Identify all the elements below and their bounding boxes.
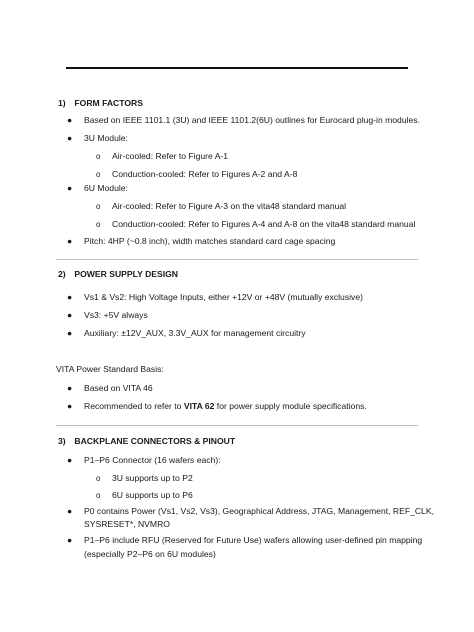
sub-list-item: o Conduction-cooled: Refer to Figures A-4 and A-8 on the vita48 standard manual (96, 219, 416, 229)
section-heading-form-factors: 1) FORM FACTORS (58, 98, 143, 108)
sub-list-item: o 3U supports up to P2 (96, 473, 193, 483)
list-item: ● Vs1 & Vs2: High Voltage Inputs, either +12V or +48V (mutually exclusive) (67, 292, 363, 302)
section-divider (56, 425, 418, 426)
sub-list-item: o Conduction-cooled: Refer to Figures A-2 and A-8 (96, 169, 298, 179)
list-item: ● P1–P6 Connector (16 wafers each): (67, 455, 221, 465)
section-heading-power-supply: 2) POWER SUPPLY DESIGN (58, 269, 179, 279)
list-item: ● Based on IEEE 1101.1 (3U) and IEEE 1101.2(6U) outlines for Eurocard plug-in modules. (67, 115, 420, 125)
list-item: ● 6U Module: (67, 183, 128, 193)
list-item: ● 3U Module: (67, 133, 128, 143)
list-item-continuation: SYSRESET*, NVMRO (84, 519, 170, 529)
basis-title: VITA Power Standard Basis: (56, 364, 164, 374)
list-item-continuation: (especially P2–P6 on 6U modules) (84, 549, 216, 559)
list-item: ● P1–P6 include RFU (Reserved for Future Use) wafers allowing user-defined pin mapping (67, 535, 423, 545)
sub-list-item: o Air-cooled: Refer to Figure A-3 on the vita48 standard manual (96, 201, 347, 211)
list-item: ● Based on VITA 46 (67, 383, 153, 393)
sub-list-item: o 6U supports up to P6 (96, 490, 193, 500)
list-item: ● Auxiliary: ±12V_AUX, 3.3V_AUX for management circuitry (67, 328, 306, 338)
sub-list-item: o Air-cooled: Refer to Figure A-1 (96, 151, 229, 161)
top-rule (66, 67, 408, 69)
section-heading-backplane: 3) BACKPLANE CONNECTORS & PINOUT (58, 436, 236, 446)
list-item: ● P0 contains Power (Vs1, Vs2, Vs3), Geographical Address, JTAG, Management, REF_CLK, (67, 506, 434, 516)
list-item: ● Vs3: +5V always (67, 310, 148, 320)
list-item: ● Recommended to refer to VITA 62 for power supply module specifications. (67, 401, 367, 411)
list-item: ● Pitch: 4HP (~0.8 inch), width matches standard card cage spacing (67, 236, 336, 246)
section-divider (56, 259, 418, 260)
